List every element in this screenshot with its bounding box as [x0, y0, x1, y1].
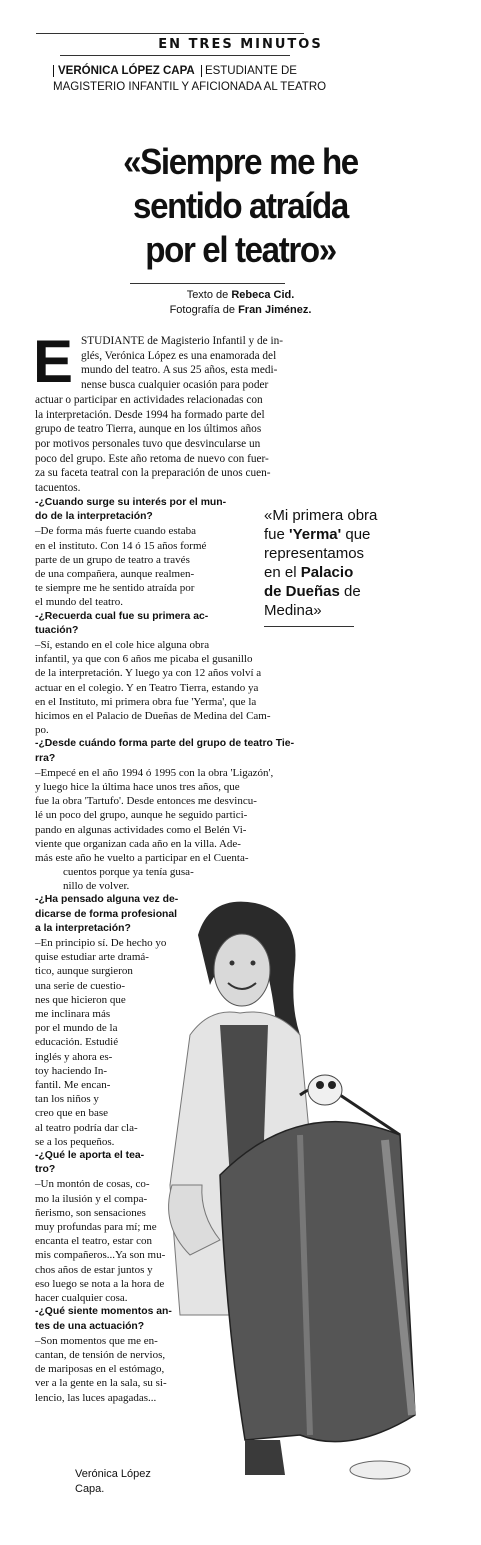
answer-line: cuentos porque ya tenía gusa-	[63, 866, 194, 878]
drop-cap: E	[33, 328, 74, 395]
intro-paragraph	[33, 328, 385, 496]
intro-line: tacuentos.	[35, 482, 81, 495]
answer-line: toy haciendo In-	[35, 1064, 108, 1077]
answer-line: –En principio sí. De hecho yo	[35, 937, 167, 950]
answer-line: actuar en el colegio. Y en Teatro Tierra, estando ya	[35, 681, 259, 694]
question-line: a la interpretación?	[35, 922, 131, 934]
answer-line: tan los niños y	[35, 1093, 99, 1106]
intro-line: por motivos personales tuvo que desvincularse un	[35, 437, 261, 450]
answer-line: –De forma más fuerte cuando estaba	[35, 525, 196, 538]
answer-line: te siempre me he sentido atraída por	[35, 582, 195, 595]
intro-line: za su faceta teatral con la preparación de unos cuen-	[35, 467, 271, 480]
answer-line: en el instituto. Con 14 ó 15 años formé	[35, 539, 207, 552]
answer-line: de la interpretación. Y luego ya con 12 años volví a	[35, 667, 262, 680]
answer-line: se a los pequeños.	[35, 1135, 115, 1148]
answer-line: encanta el teatro, estar con	[35, 1235, 152, 1248]
answer-line: muy profundas para mí; me	[35, 1221, 157, 1234]
intro-line: la interpretación. Desde 1994 ha formado parte del	[35, 408, 265, 421]
answer-2	[35, 638, 385, 737]
byline-role-2: MAGISTERIO INFANTIL Y AFICIONADA AL TEATRO	[53, 81, 327, 93]
answer-line: mo la ilusión y el compa-	[35, 1192, 148, 1205]
text-credit-prefix: Texto de	[186, 289, 229, 301]
question-line: -¿Qué siente momentos an-	[35, 1306, 172, 1318]
answer-line: ver a la gente en la sala, su si-	[35, 1377, 167, 1390]
photo-author: Fran Jiménez.	[238, 304, 312, 316]
question-line: rra?	[35, 752, 56, 764]
answer-line: al teatro podría dar cla-	[35, 1121, 138, 1134]
headline-line: por el teatro»	[145, 229, 336, 270]
pullquote-emphasis: de Dueñas	[264, 583, 340, 600]
answer-line: po.	[35, 724, 49, 737]
answer-line: mis compañeros...Ya son mu-	[35, 1249, 166, 1262]
text-author: Rebeca Cid.	[231, 289, 295, 301]
photo-credit	[0, 303, 481, 318]
answer-line: eso luego se nota a la hora de	[35, 1277, 165, 1290]
question-line: -¿Ha pensado alguna vez de-	[35, 894, 179, 906]
question-line: tuación?	[35, 624, 79, 636]
qa-block-1	[35, 496, 255, 638]
answer-line: quise estudiar arte dramá-	[35, 951, 149, 964]
question-line: -¿Recuerda cual fue su primera ac-	[35, 610, 209, 622]
answer-3-cont	[35, 865, 265, 893]
answer-line: creo que en base	[35, 1107, 108, 1120]
section-rule	[60, 55, 290, 56]
pullquote-text: de	[339, 583, 361, 600]
pullquote-text: «Mi primera obra	[264, 507, 378, 524]
answer-line: en el Instituto, mi primera obra fue 'Yerma', que la	[35, 695, 257, 708]
question-line: -¿Cuando surge su interés por el mun-	[35, 497, 227, 508]
answer-line: de una compañera, aunque realmen-	[35, 568, 195, 581]
answer-line: cantan, de tensión de nervios,	[35, 1348, 166, 1361]
pullquote-text: en el	[264, 564, 301, 581]
byline-name: VERÓNICA LÓPEZ CAPA	[58, 65, 195, 77]
caption-line: Capa.	[75, 1483, 105, 1495]
answer-line: –Un montón de cosas, co-	[35, 1178, 150, 1191]
answer-line: –Empecé en el año 1994 ó 1995 con la obra 'Ligazón',	[35, 766, 274, 779]
qa-block-2	[35, 638, 385, 865]
headline	[38, 140, 444, 272]
pullquote-text: Medina»	[264, 602, 322, 619]
answer-line: fantil. Me encan-	[35, 1079, 111, 1092]
question-line: -¿Desde cuándo forma parte del grupo de teatro Tie-	[35, 738, 295, 750]
answer-line: educación. Estudié	[35, 1036, 119, 1049]
headline-line: sentido atraída	[133, 185, 348, 226]
intro-line: poco del grupo. Este año retoma de nuevo con fuer-	[35, 452, 269, 465]
byline-role: ESTUDIANTE DE	[204, 65, 297, 77]
photo-credit-prefix: Fotografía de	[169, 304, 235, 316]
intro-line: mundo del teatro. A sus 25 años, esta medi-	[81, 364, 278, 377]
answer-line: más este año he vuelto a participar en el Cuenta-	[35, 852, 249, 865]
pullquote-text: fue	[264, 526, 290, 543]
photo-figure	[169, 902, 415, 1479]
question-line: -¿Qué le aporta el tea-	[35, 1150, 145, 1162]
answer-line: tico, aunque surgieron	[35, 965, 133, 978]
pullquote-emphasis: 'Yerma'	[289, 526, 342, 543]
answer-line: nes que hicieron que	[35, 993, 126, 1006]
caption-line: Verónica López	[75, 1468, 151, 1480]
answer-line: una serie de cuestio-	[35, 979, 126, 992]
question-line: do de la interpretación?	[35, 511, 153, 523]
answer-line: por el mundo de la	[35, 1022, 118, 1035]
answer-line: de mariposas en el estómago,	[35, 1363, 165, 1376]
pullquote-text: representamos	[264, 545, 365, 562]
question-line: tro?	[35, 1164, 56, 1176]
question-line: dicarse de forma profesional	[35, 908, 178, 920]
portrait-photo	[150, 895, 425, 1495]
photo-caption	[75, 1467, 185, 1497]
answer-line: parte de un grupo de teatro a través	[35, 553, 190, 566]
intro-line: grupo de teatro Tierra, aunque en los últimos años	[35, 423, 262, 436]
pullquote-text: que	[341, 526, 371, 543]
pull-quote	[264, 506, 414, 627]
answer-line: lencio, las luces apagadas...	[35, 1391, 157, 1404]
answer-line: inglés y ahora es-	[35, 1050, 113, 1063]
text-credit	[0, 288, 481, 303]
answer-line: fue la obra 'Tartufo'. Desde entonces me desvincu-	[35, 795, 257, 808]
answer-line: infantil, ya que con 6 años me picaba el gusanillo	[35, 653, 253, 666]
answer-line: –Sí, estando en el cole hice alguna obra	[35, 639, 210, 651]
intro-line: nense busca cualquier ocasión para poder	[81, 379, 269, 392]
question-line: tes de una actuación?	[35, 1320, 145, 1332]
answer-line: ñerismo, son sensaciones	[35, 1206, 146, 1219]
question-1	[35, 496, 255, 524]
answer-line: nillo de volver.	[63, 880, 130, 893]
answer-line: hicimos en el Palacio de Dueñas de Medina del Cam-	[35, 710, 271, 723]
intro-line: actuar o participar en actividades relacionadas con	[35, 393, 263, 406]
intro-line: glés, Verónica López es una enamorada del	[81, 349, 277, 362]
pullquote-rule	[264, 626, 354, 627]
question-2	[35, 610, 255, 638]
answer-line: chos años de estar juntos y	[35, 1263, 153, 1276]
answer-1	[35, 524, 255, 609]
pullquote-emphasis: Palacio	[300, 564, 354, 581]
byline	[53, 63, 473, 95]
question-3	[35, 737, 385, 765]
answer-line: –Son momentos que me en-	[35, 1334, 158, 1347]
answer-line: hacer cualquier cosa.	[35, 1292, 128, 1305]
intro-line: STUDIANTE de Magisterio Infantil y de in-	[81, 335, 284, 347]
answer-line: viente que organizan cada año en la villa. Ade-	[35, 837, 241, 850]
answer-3	[35, 766, 385, 865]
top-rule	[36, 33, 304, 34]
answer-line: y luego hice la última hace unos tres años, que	[35, 781, 240, 794]
answer-line: pando en algunas actividades como el Belén Vi-	[35, 823, 247, 836]
headline-line: «Siempre me he	[123, 141, 358, 182]
headline-rule	[130, 283, 285, 284]
answer-line: el mundo del teatro.	[35, 596, 123, 609]
answer-line: me inclinara más	[35, 1008, 111, 1021]
section-label: EN TRES MINUTOS	[158, 37, 323, 52]
answer-line: lé un poco del grupo, aunque he seguido partici-	[35, 809, 248, 822]
